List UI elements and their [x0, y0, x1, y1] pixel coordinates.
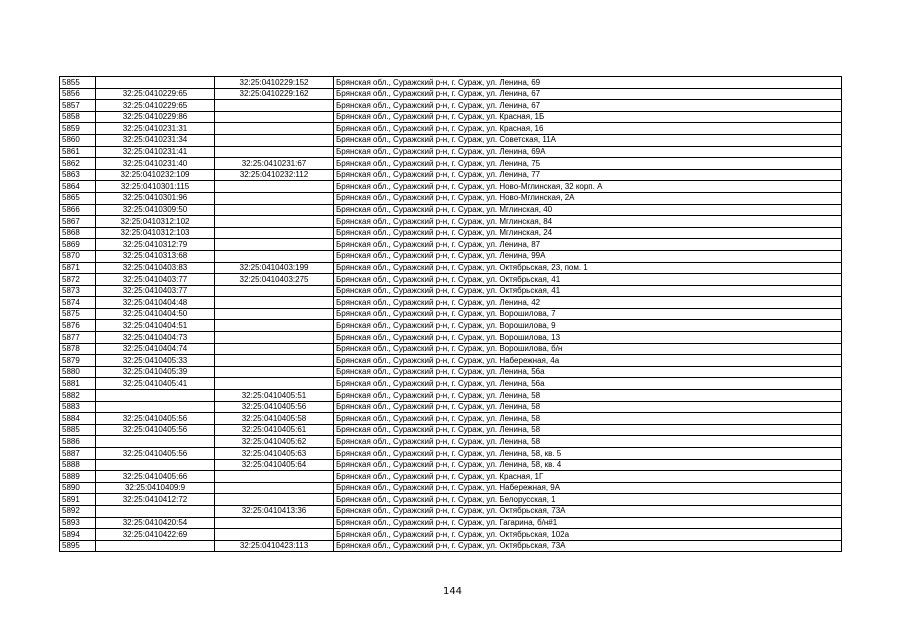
cadastral-number-cell: 32:25:0410232:109 — [96, 169, 215, 181]
address-cell: Брянская обл., Суражский р-н, г. Сураж, ул. Ново-Мглинская, 32 корп. А — [334, 181, 842, 193]
cadastral-number-cell: 32:25:0410312:102 — [96, 216, 215, 228]
table-row — [60, 204, 842, 216]
related-cadastral-number-cell — [215, 482, 334, 494]
related-cadastral-number-cell — [215, 123, 334, 135]
cadastral-number-cell — [96, 401, 215, 413]
cadastral-number-cell: 32:25:0410403:77 — [96, 285, 215, 297]
related-cadastral-number-cell — [215, 494, 334, 506]
table-row — [60, 355, 842, 367]
cadastral-number-cell: 32:25:0410301:115 — [96, 181, 215, 193]
related-cadastral-number-cell: 32:25:0410231:67 — [215, 158, 334, 170]
related-cadastral-number-cell — [215, 332, 334, 344]
address-cell: Брянская обл., Суражский р-н, г. Сураж, ул. Красная, 16 — [334, 123, 842, 135]
address-cell: Брянская обл., Суражский р-н, г. Сураж, ул. Октябрьская, 102а — [334, 529, 842, 541]
parcel-table — [59, 76, 842, 552]
related-cadastral-number-cell — [215, 297, 334, 309]
cadastral-number-cell: 32:25:0410404:48 — [96, 297, 215, 309]
address-cell: Брянская обл., Суражский р-н, г. Сураж, ул. Ленина, 75 — [334, 158, 842, 170]
address-cell: Брянская обл., Суражский р-н, г. Сураж, ул. Ленина, 56а — [334, 366, 842, 378]
row-number-cell: 5893 — [60, 517, 96, 529]
address-cell: Брянская обл., Суражский р-н, г. Сураж, ул. Набережная, 4а — [334, 355, 842, 367]
cadastral-number-cell: 32:25:0410312:79 — [96, 239, 215, 251]
cadastral-number-cell: 32:25:0410313:68 — [96, 250, 215, 262]
related-cadastral-number-cell: 32:25:0410405:63 — [215, 448, 334, 460]
address-cell: Брянская обл., Суражский р-н, г. Сураж, ул. Октябрьская, 41 — [334, 285, 842, 297]
cadastral-number-cell: 32:25:0410422:69 — [96, 529, 215, 541]
table-row — [60, 250, 842, 262]
row-number-cell: 5857 — [60, 100, 96, 112]
row-number-cell: 5879 — [60, 355, 96, 367]
address-cell: Брянская обл., Суражский р-н, г. Сураж, ул. Октябрьская, 23, пом. 1 — [334, 262, 842, 274]
related-cadastral-number-cell: 32:25:0410405:64 — [215, 459, 334, 471]
table-row — [60, 285, 842, 297]
table-row — [60, 216, 842, 228]
related-cadastral-number-cell — [215, 111, 334, 123]
table-row — [60, 459, 842, 471]
table-row — [60, 274, 842, 286]
cadastral-number-cell: 32:25:0410404:51 — [96, 320, 215, 332]
cadastral-number-cell — [96, 390, 215, 402]
row-number-cell: 5858 — [60, 111, 96, 123]
row-number-cell: 5870 — [60, 250, 96, 262]
address-cell: Брянская обл., Суражский р-н, г. Сураж, ул. Октябрьская, 73А — [334, 540, 842, 552]
address-cell: Брянская обл., Суражский р-н, г. Сураж, ул. Советская, 11А — [334, 134, 842, 146]
cadastral-number-cell — [96, 436, 215, 448]
table-row — [60, 448, 842, 460]
row-number-cell: 5881 — [60, 378, 96, 390]
related-cadastral-number-cell: 32:25:0410405:56 — [215, 401, 334, 413]
row-number-cell: 5856 — [60, 88, 96, 100]
row-number-cell: 5891 — [60, 494, 96, 506]
table-row — [60, 192, 842, 204]
table-row — [60, 169, 842, 181]
cadastral-number-cell: 32:25:0410404:74 — [96, 343, 215, 355]
cadastral-number-cell: 32:25:0410405:33 — [96, 355, 215, 367]
address-cell: Брянская обл., Суражский р-н, г. Сураж, ул. Мглинская, 24 — [334, 227, 842, 239]
table-row — [60, 77, 842, 89]
address-cell: Брянская обл., Суражский р-н, г. Сураж, ул. Гагарина, б/н#1 — [334, 517, 842, 529]
address-cell: Брянская обл., Суражский р-н, г. Сураж, ул. Ленина, 87 — [334, 239, 842, 251]
table-row — [60, 332, 842, 344]
row-number-cell: 5868 — [60, 227, 96, 239]
related-cadastral-number-cell — [215, 308, 334, 320]
row-number-cell: 5865 — [60, 192, 96, 204]
address-cell: Брянская обл., Суражский р-н, г. Сураж, ул. Ленина, 58 — [334, 424, 842, 436]
table-row — [60, 343, 842, 355]
cadastral-number-cell — [96, 540, 215, 552]
cadastral-number-cell: 32:25:0410231:34 — [96, 134, 215, 146]
related-cadastral-number-cell: 32:25:0410229:162 — [215, 88, 334, 100]
address-cell: Брянская обл., Суражский р-н, г. Сураж, ул. Ленина, 56а — [334, 378, 842, 390]
address-cell: Брянская обл., Суражский р-н, г. Сураж, ул. Ленина, 99А — [334, 250, 842, 262]
table-row — [60, 111, 842, 123]
related-cadastral-number-cell: 32:25:0410405:51 — [215, 390, 334, 402]
related-cadastral-number-cell — [215, 227, 334, 239]
table-row — [60, 436, 842, 448]
row-number-cell: 5873 — [60, 285, 96, 297]
related-cadastral-number-cell: 32:25:0410423:113 — [215, 540, 334, 552]
row-number-cell: 5859 — [60, 123, 96, 135]
row-number-cell: 5860 — [60, 134, 96, 146]
related-cadastral-number-cell — [215, 216, 334, 228]
cadastral-number-cell: 32:25:0410231:31 — [96, 123, 215, 135]
table-row — [60, 471, 842, 483]
row-number-cell: 5864 — [60, 181, 96, 193]
address-cell: Брянская обл., Суражский р-н, г. Сураж, ул. Ленина, 42 — [334, 297, 842, 309]
table-row — [60, 413, 842, 425]
table-row — [60, 320, 842, 332]
related-cadastral-number-cell — [215, 343, 334, 355]
row-number-cell: 5892 — [60, 505, 96, 517]
related-cadastral-number-cell — [215, 250, 334, 262]
related-cadastral-number-cell — [215, 378, 334, 390]
table-row — [60, 239, 842, 251]
address-cell: Брянская обл., Суражский р-н, г. Сураж, ул. Ворошилова, 7 — [334, 308, 842, 320]
row-number-cell: 5882 — [60, 390, 96, 402]
cadastral-number-cell: 32:25:0410229:65 — [96, 100, 215, 112]
table-row — [60, 482, 842, 494]
row-number-cell: 5877 — [60, 332, 96, 344]
related-cadastral-number-cell — [215, 366, 334, 378]
address-cell: Брянская обл., Суражский р-н, г. Сураж, ул. Ленина, 58 — [334, 413, 842, 425]
row-number-cell: 5874 — [60, 297, 96, 309]
table-row — [60, 100, 842, 112]
cadastral-number-cell: 32:25:0410312:103 — [96, 227, 215, 239]
table-row — [60, 401, 842, 413]
address-cell: Брянская обл., Суражский р-н, г. Сураж, ул. Белорусская, 1 — [334, 494, 842, 506]
related-cadastral-number-cell — [215, 320, 334, 332]
parcel-table-body — [60, 77, 842, 552]
cadastral-number-cell: 32:25:0410231:40 — [96, 158, 215, 170]
related-cadastral-number-cell: 32:25:0410403:275 — [215, 274, 334, 286]
table-row — [60, 308, 842, 320]
row-number-cell: 5863 — [60, 169, 96, 181]
cadastral-number-cell: 32:25:0410403:77 — [96, 274, 215, 286]
address-cell: Брянская обл., Суражский р-н, г. Сураж, ул. Ворошилова, 9 — [334, 320, 842, 332]
row-number-cell: 5890 — [60, 482, 96, 494]
related-cadastral-number-cell: 32:25:0410413:36 — [215, 505, 334, 517]
cadastral-number-cell: 32:25:0410229:65 — [96, 88, 215, 100]
cadastral-number-cell — [96, 77, 215, 89]
cadastral-number-cell: 32:25:0410404:73 — [96, 332, 215, 344]
address-cell: Брянская обл., Суражский р-н, г. Сураж, ул. Ленина, 67 — [334, 88, 842, 100]
row-number-cell: 5861 — [60, 146, 96, 158]
row-number-cell: 5889 — [60, 471, 96, 483]
row-number-cell: 5887 — [60, 448, 96, 460]
address-cell: Брянская обл., Суражский р-н, г. Сураж, ул. Ленина, 67 — [334, 100, 842, 112]
table-row — [60, 390, 842, 402]
table-row — [60, 88, 842, 100]
table-row — [60, 134, 842, 146]
related-cadastral-number-cell: 32:25:0410405:58 — [215, 413, 334, 425]
row-number-cell: 5878 — [60, 343, 96, 355]
table-row — [60, 181, 842, 193]
table-row — [60, 366, 842, 378]
related-cadastral-number-cell — [215, 146, 334, 158]
address-cell: Брянская обл., Суражский р-н, г. Сураж, ул. Красная, 1Г — [334, 471, 842, 483]
related-cadastral-number-cell — [215, 517, 334, 529]
table-row — [60, 262, 842, 274]
cadastral-number-cell: 32:25:0410409:9 — [96, 482, 215, 494]
related-cadastral-number-cell — [215, 100, 334, 112]
row-number-cell: 5884 — [60, 413, 96, 425]
row-number-cell: 5895 — [60, 540, 96, 552]
row-number-cell: 5883 — [60, 401, 96, 413]
table-row — [60, 158, 842, 170]
related-cadastral-number-cell: 32:25:0410232:112 — [215, 169, 334, 181]
address-cell: Брянская обл., Суражский р-н, г. Сураж, ул. Ворошилова, б/н — [334, 343, 842, 355]
cadastral-number-cell: 32:25:0410403:83 — [96, 262, 215, 274]
address-cell: Брянская обл., Суражский р-н, г. Сураж, ул. Ново-Мглинская, 2А — [334, 192, 842, 204]
address-cell: Брянская обл., Суражский р-н, г. Сураж, ул. Мглинская, 84 — [334, 216, 842, 228]
address-cell: Брянская обл., Суражский р-н, г. Сураж, ул. Ворошилова, 13 — [334, 332, 842, 344]
row-number-cell: 5888 — [60, 459, 96, 471]
address-cell: Брянская обл., Суражский р-н, г. Сураж, ул. Ленина, 77 — [334, 169, 842, 181]
related-cadastral-number-cell — [215, 239, 334, 251]
cadastral-number-cell: 32:25:0410405:56 — [96, 413, 215, 425]
table-row — [60, 227, 842, 239]
cadastral-number-cell — [96, 459, 215, 471]
related-cadastral-number-cell — [215, 204, 334, 216]
related-cadastral-number-cell — [215, 355, 334, 367]
related-cadastral-number-cell — [215, 181, 334, 193]
related-cadastral-number-cell — [215, 529, 334, 541]
row-number-cell: 5862 — [60, 158, 96, 170]
cadastral-number-cell: 32:25:0410231:41 — [96, 146, 215, 158]
table-row — [60, 505, 842, 517]
address-cell: Брянская обл., Суражский р-н, г. Сураж, ул. Октябрьская, 73А — [334, 505, 842, 517]
address-cell: Брянская обл., Суражский р-н, г. Сураж, ул. Ленина, 58, кв. 4 — [334, 459, 842, 471]
row-number-cell: 5855 — [60, 77, 96, 89]
row-number-cell: 5886 — [60, 436, 96, 448]
row-number-cell: 5869 — [60, 239, 96, 251]
related-cadastral-number-cell — [215, 471, 334, 483]
page-number: 144 — [442, 586, 463, 597]
cadastral-number-cell: 32:25:0410405:39 — [96, 366, 215, 378]
related-cadastral-number-cell: 32:25:0410405:62 — [215, 436, 334, 448]
row-number-cell: 5885 — [60, 424, 96, 436]
address-cell: Брянская обл., Суражский р-н, г. Сураж, ул. Ленина, 58 — [334, 401, 842, 413]
related-cadastral-number-cell — [215, 192, 334, 204]
related-cadastral-number-cell: 32:25:0410229:152 — [215, 77, 334, 89]
table-row — [60, 424, 842, 436]
address-cell: Брянская обл., Суражский р-н, г. Сураж, ул. Красная, 1Б — [334, 111, 842, 123]
address-cell: Брянская обл., Суражский р-н, г. Сураж, ул. Ленина, 58 — [334, 436, 842, 448]
table-row — [60, 297, 842, 309]
cadastral-number-cell: 32:25:0410301:96 — [96, 192, 215, 204]
table-row — [60, 540, 842, 552]
related-cadastral-number-cell: 32:25:0410405:61 — [215, 424, 334, 436]
cadastral-number-cell: 32:25:0410309:50 — [96, 204, 215, 216]
address-cell: Брянская обл., Суражский р-н, г. Сураж, ул. Ленина, 69А — [334, 146, 842, 158]
cadastral-number-cell: 32:25:0410405:41 — [96, 378, 215, 390]
row-number-cell: 5880 — [60, 366, 96, 378]
address-cell: Брянская обл., Суражский р-н, г. Сураж, ул. Ленина, 69 — [334, 77, 842, 89]
cadastral-number-cell: 32:25:0410405:66 — [96, 471, 215, 483]
table-row — [60, 378, 842, 390]
cadastral-number-cell: 32:25:0410412:72 — [96, 494, 215, 506]
related-cadastral-number-cell — [215, 134, 334, 146]
table-row — [60, 517, 842, 529]
cadastral-number-cell: 32:25:0410229:86 — [96, 111, 215, 123]
table-row — [60, 146, 842, 158]
row-number-cell: 5875 — [60, 308, 96, 320]
related-cadastral-number-cell: 32:25:0410403:199 — [215, 262, 334, 274]
row-number-cell: 5872 — [60, 274, 96, 286]
address-cell: Брянская обл., Суражский р-н, г. Сураж, ул. Набережная, 9А — [334, 482, 842, 494]
row-number-cell: 5876 — [60, 320, 96, 332]
cadastral-number-cell: 32:25:0410404:50 — [96, 308, 215, 320]
table-row — [60, 123, 842, 135]
address-cell: Брянская обл., Суражский р-н, г. Сураж, ул. Ленина, 58 — [334, 390, 842, 402]
address-cell: Брянская обл., Суражский р-н, г. Сураж, ул. Мглинская, 40 — [334, 204, 842, 216]
cadastral-number-cell: 32:25:0410420:54 — [96, 517, 215, 529]
row-number-cell: 5866 — [60, 204, 96, 216]
row-number-cell: 5871 — [60, 262, 96, 274]
cadastral-number-cell: 32:25:0410405:56 — [96, 424, 215, 436]
cadastral-number-cell — [96, 505, 215, 517]
row-number-cell: 5894 — [60, 529, 96, 541]
cadastral-number-cell: 32:25:0410405:56 — [96, 448, 215, 460]
row-number-cell: 5867 — [60, 216, 96, 228]
address-cell: Брянская обл., Суражский р-н, г. Сураж, ул. Ленина, 58, кв. 5 — [334, 448, 842, 460]
address-cell: Брянская обл., Суражский р-н, г. Сураж, ул. Октябрьская, 41 — [334, 274, 842, 286]
related-cadastral-number-cell — [215, 285, 334, 297]
table-row — [60, 529, 842, 541]
table-row — [60, 494, 842, 506]
